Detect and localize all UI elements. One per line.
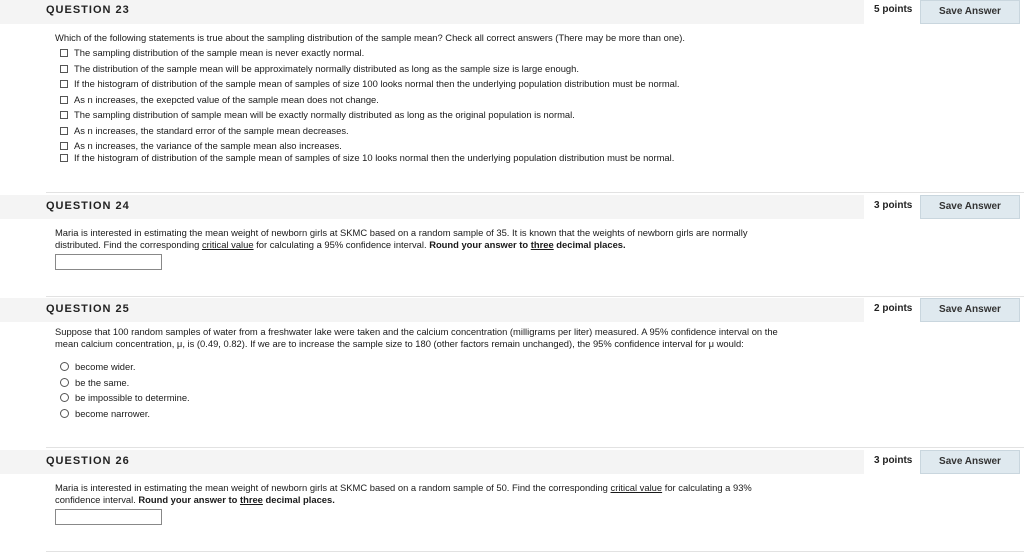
option-label: The distribution of the sample mean will be approximately normally distributed as long as the sample size is large enough. [74, 62, 579, 74]
question-body [55, 32, 785, 44]
option-label: become wider. [75, 361, 136, 372]
question-side-panel [864, 0, 1024, 24]
question-title: QUESTION 26 [46, 455, 130, 467]
question-side-panel [864, 298, 1024, 322]
question-title: QUESTION 23 [46, 4, 130, 16]
option-label: As n increases, the exepcted value of the sample mean does not change. [74, 93, 379, 105]
radio-icon[interactable] [60, 362, 69, 371]
save-answer-button[interactable]: Save Answer [920, 450, 1020, 474]
option-label: The sampling distribution of sample mean will be exactly normally distributed as long as the original population is normal. [74, 109, 575, 120]
question-header [0, 450, 864, 474]
checkbox-icon[interactable] [60, 65, 68, 73]
question-header [0, 0, 864, 24]
checkbox-icon[interactable] [60, 127, 68, 135]
points-label: 5 points [874, 4, 913, 15]
radio-icon[interactable] [60, 393, 69, 402]
option-label: As n increases, the standard error of the sample mean decreases. [74, 124, 349, 136]
checkbox-icon[interactable] [60, 96, 68, 104]
option-7[interactable] [60, 140, 342, 151]
three-link: three [239, 493, 263, 505]
option-label: be the same. [75, 376, 130, 388]
question-header [0, 195, 864, 219]
question-title: QUESTION 25 [46, 303, 130, 315]
prompt-text: Maria is interested in estimating the mean weight of newborn girls at SKMC based on a random sample of 35. It is known that the weights of newborn girls are normally distributed. Find the corresponding [55, 227, 748, 250]
option-label: If the histogram of distribution of the sample mean of samples of size 100 looks normal then the underlying population distribution must be normal. [74, 78, 680, 89]
answer-input[interactable] [55, 509, 162, 525]
option-label: As n increases, the variance of the sample mean also increases. [74, 140, 342, 151]
divider [46, 296, 1024, 297]
checkbox-icon[interactable] [60, 111, 68, 119]
question-body [55, 227, 785, 250]
option-2[interactable] [60, 377, 129, 388]
question-body [55, 326, 785, 349]
option-label: If the histogram of distribution of the sample mean of samples of size 10 looks normal then the underlying population distribution must be normal. [74, 152, 675, 163]
points-label: 3 points [874, 200, 913, 211]
option-6[interactable] [60, 125, 349, 136]
option-3[interactable] [60, 392, 190, 403]
radio-icon[interactable] [60, 409, 69, 418]
option-label: be impossible to determine. [75, 392, 190, 403]
option-label: The sampling distribution of the sample mean is never exactly normal. [74, 47, 365, 58]
option-4[interactable] [60, 408, 150, 419]
points-label: 2 points [874, 303, 913, 314]
divider [46, 447, 1024, 448]
radio-icon[interactable] [60, 378, 69, 387]
prompt-text: Maria is interested in estimating the mean weight of newborn girls at SKMC based on a random sample of 50. Find the corresponding [55, 482, 611, 493]
question-prompt: Which of the following statements is true about the sampling distribution of the sample mean? Check all correct answers (There may be more than one). [55, 32, 685, 43]
answer-input[interactable] [55, 254, 162, 270]
prompt-text: for calculating a 93% confidence interval. [55, 482, 752, 505]
question-prompt [55, 227, 785, 250]
option-1[interactable] [60, 361, 135, 372]
critical-value-link[interactable]: critical value [610, 482, 663, 493]
option-8[interactable] [60, 152, 674, 163]
rounding-instruction: Round your answer to three decimal places. [138, 493, 335, 505]
divider [46, 551, 1024, 552]
checkbox-icon[interactable] [60, 80, 68, 88]
question-header [0, 298, 864, 322]
checkbox-icon[interactable] [60, 142, 68, 150]
option-4[interactable] [60, 94, 379, 105]
critical-value-link[interactable]: critical value [201, 238, 254, 250]
option-label: become narrower. [75, 407, 151, 419]
three-link: three [530, 238, 554, 250]
question-title: QUESTION 24 [46, 200, 130, 212]
checkbox-icon[interactable] [60, 49, 68, 57]
question-prompt: Suppose that 100 random samples of water from a freshwater lake were taken and the calcium concentration (milligrams per liter) measured. A 95% confidence interval on the mean calcium concentration, μ, is (0.49, 0.82). If we are to increase the sample size to 180 (other factors remain unchanged), the 95% confidence interval for μ would: [55, 326, 778, 349]
points-label: 3 points [874, 455, 913, 466]
save-answer-button[interactable]: Save Answer [920, 195, 1020, 219]
save-answer-button[interactable]: Save Answer [920, 0, 1020, 24]
question-side-panel [864, 195, 1024, 219]
question-side-panel [864, 450, 1024, 474]
checkbox-icon[interactable] [60, 154, 68, 162]
option-2[interactable] [60, 63, 579, 74]
question-body [55, 482, 785, 505]
save-answer-button[interactable]: Save Answer [920, 298, 1020, 322]
divider [46, 192, 1024, 193]
prompt-text: for calculating a 95% confidence interval. [253, 238, 430, 250]
option-3[interactable] [60, 78, 680, 89]
option-1[interactable] [60, 47, 364, 58]
question-prompt [55, 482, 785, 505]
option-5[interactable] [60, 109, 575, 120]
rounding-instruction: Round your answer to three decimal places. [429, 238, 626, 250]
